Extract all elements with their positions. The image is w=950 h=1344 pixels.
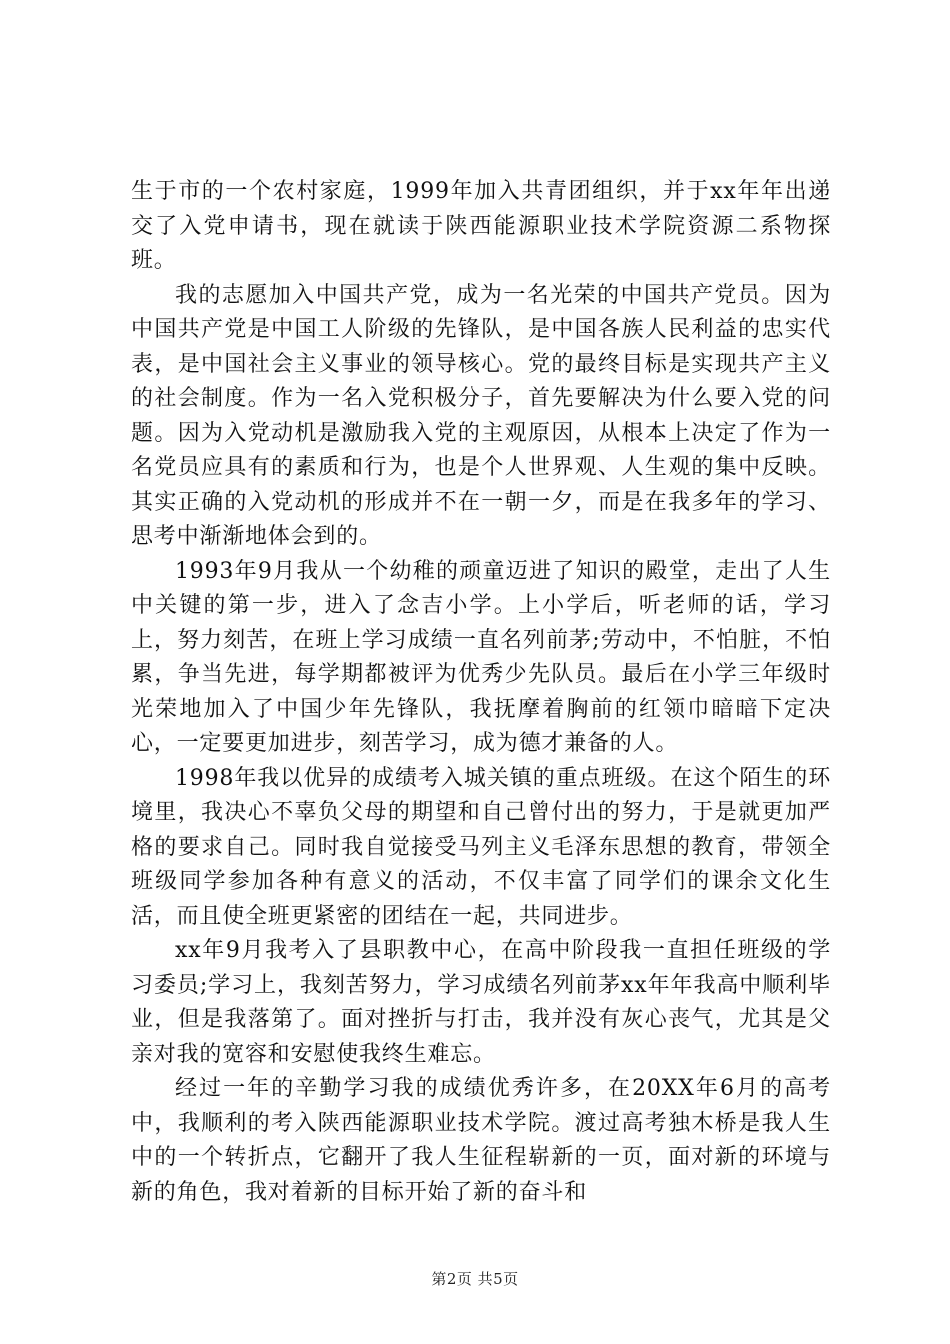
paragraph-4: 1998年我以优异的成绩考入城关镇的重点班级。在这个陌生的环境里，我决心不辜负父母的期望和自己曾付出的努力，于是就更加严格的要求自己。同时我自觉接受马列主义毛泽东思想的教育，带领全班级同学参加各种有意义的活动，不仅丰富了同学们的课余文化生活，而且使全班更紧密的团结在一起，共同进步。 xyxy=(131,765,831,929)
page-number-footer: 第2页 共5页 xyxy=(431,1270,519,1288)
paragraph-2: 我的志愿加入中国共产党，成为一名光荣的中国共产党员。因为中国共产党是中国工人阶级的先锋队，是中国各族人民利益的忠实代表，是中国社会主义事业的领导核心。党的最终目标是实现共产主义的社会制度。作为一名入党积极分子，首先要解决为什么要入党的问题。因为入党动机是激励我入党的主观原因，从根本上决定了作为一名党员应具有的素质和行为，也是个人世界观、人生观的集中反映。其实正确的入党动机的形成并不在一朝一夕，而是在我多年的学习、思考中渐渐地体会到的。 xyxy=(131,282,831,549)
paragraph-1: 生于市的一个农村家庭，1999年加入共青团组织，并于xx年年出递交了入党申请书，现在就读于陕西能源职业技术学院资源二系物探班。 xyxy=(131,179,831,273)
paragraph-6: 经过一年的辛勤学习我的成绩优秀许多，在20XX年6月的高考中，我顺利的考入陕西能源职业技术学院。渡过高考独木桥是我人生中的一个转折点，它翻开了我人生征程崭新的一页，面对新的环境与新的角色，我对着新的目标开始了新的奋斗和 xyxy=(131,1076,831,1205)
paragraph-3: 1993年9月我从一个幼稚的顽童迈进了知识的殿堂，走出了人生中关键的第一步，进入了念吉小学。上小学后，听老师的话，学习上，努力刻苦，在班上学习成绩一直名列前茅;劳动中，不怕脏，不怕累，争当先进，每学期都被评为优秀少先队员。最后在小学三年级时光荣地加入了中国少年先锋队，我抚摩着胸前的红领巾暗暗下定决心，一定要更加进步，刻苦学习，成为德才兼备的人。 xyxy=(131,558,831,756)
paragraph-5: xx年9月我考入了县职教中心，在高中阶段我一直担任班级的学习委员;学习上，我刻苦努力，学习成绩名列前茅xx年年我高中顺利毕业，但是我落第了。面对挫折与打击，我并没有灰心丧气，尤其是父亲对我的宽容和安慰使我终生难忘。 xyxy=(131,938,831,1067)
document-body xyxy=(131,175,831,1210)
